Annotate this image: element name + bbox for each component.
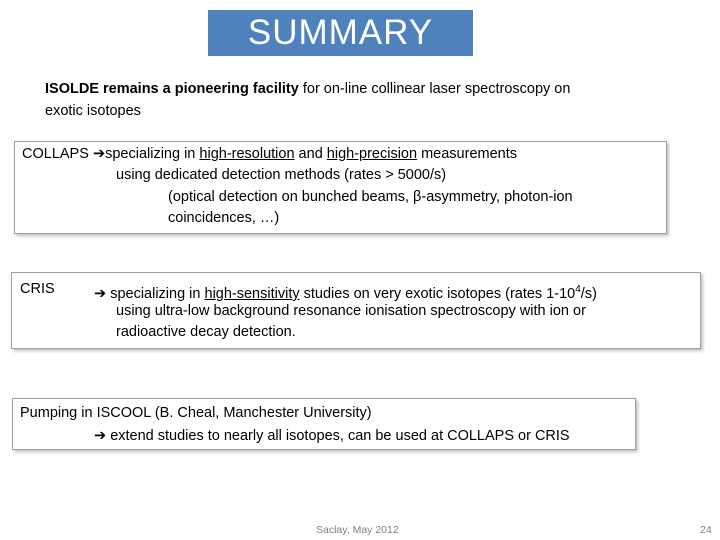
collaps-text3: measurements: [417, 146, 517, 162]
iscool-line1: Pumping in ISCOOL (B. Cheal, Manchester University): [20, 405, 372, 421]
page-number: 24: [700, 524, 712, 536]
arrow-right-icon: ➔: [92, 146, 106, 162]
intro-rest: for on-line collinear laser spectroscopy on: [298, 81, 571, 97]
iscool-text: extend studies to nearly all isotopes, can be used at COLLAPS or CRIS: [110, 428, 570, 444]
intro-bold: ISOLDE remains a pioneering facility: [45, 81, 299, 97]
footer-date: Saclay, May 2012: [316, 524, 399, 536]
collaps-underline-1: high-resolution: [199, 146, 295, 162]
collaps-label: COLLAPS: [22, 146, 89, 162]
cris-text1: specializing in: [110, 285, 205, 302]
collaps-line2: using dedicated detection methods (rates > 5000/s): [116, 167, 447, 183]
collaps-underline-2: high-precision: [326, 146, 418, 162]
cris-line2: using ultra-low background resonance ionisation spectroscopy with ion or: [116, 303, 586, 319]
cris-superscript: 4: [575, 284, 581, 295]
cris-line3: radioactive decay detection.: [116, 324, 296, 340]
cris-underline: high-sensitivity: [204, 285, 300, 302]
collaps-text2: and: [294, 146, 327, 162]
intro-line2: exotic isotopes: [45, 103, 141, 119]
collaps-line4: coincidences, …): [168, 210, 280, 226]
slide-title: SUMMARY: [208, 10, 473, 56]
cris-text2: studies on very exotic isotopes (rates 1-10: [299, 285, 576, 302]
intro-text: [45, 78, 665, 122]
cris-text3: /s): [580, 285, 597, 302]
collaps-line1: [22, 144, 517, 165]
iscool-line2: [94, 426, 570, 447]
arrow-right-icon: ➔: [94, 285, 107, 302]
collaps-text1: specializing in: [105, 146, 200, 162]
collaps-line3: (optical detection on bunched beams, β-asymmetry, photon-ion: [168, 189, 573, 205]
cris-label: CRIS: [20, 281, 55, 297]
arrow-right-icon: ➔: [94, 428, 107, 444]
